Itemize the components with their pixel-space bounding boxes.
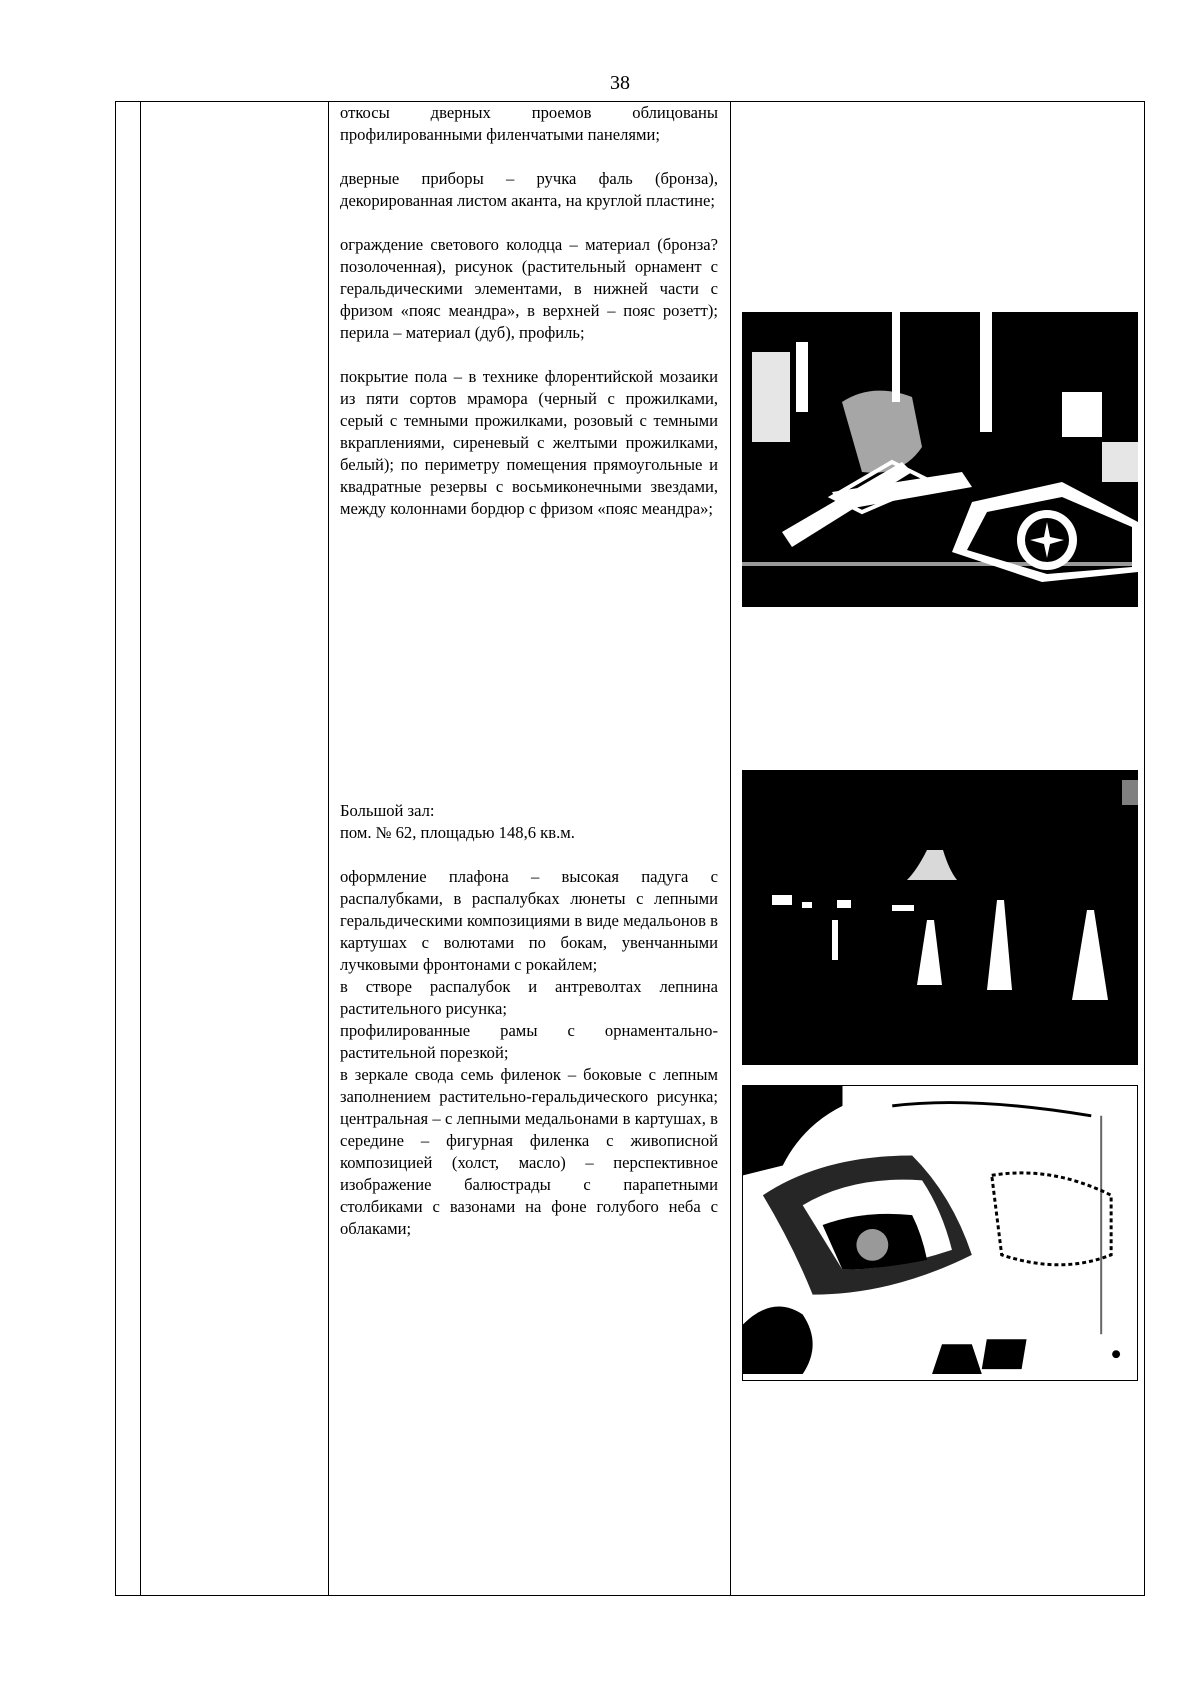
column-divider-2 [328,101,329,1596]
description-great-hall [340,800,718,1240]
text-frames: профилированные рамы с орнаментально-растительной порезкой; [340,1021,718,1062]
text-floor-covering: покрытие пола – в технике флорентийской мозаики из пяти сортов мрамора (черный с прожилками, серый с темными прожилками, розовый с темными вкраплениями, сиреневый с желтыми прожилками, белый); по периметру помещения прямоугольные и квадратные резервы с восьмиконечными звездами, между колоннами бордюр с фризом «пояс меандра»; [340,367,718,518]
page-number: 38 [610,72,630,94]
photo-great-hall [742,770,1138,1065]
photo-ceiling-plafond [742,1085,1138,1381]
text-door-reveals: откосы дверных проемов облицованы профилированными филенчатыми панелями; [340,103,718,144]
photo-floor-mosaic [742,312,1138,607]
column-divider-1 [140,101,141,1596]
text-door-hardware: дверные приборы – ручка фаль (бронза), декорированная листом аканта, на круглой пластине; [340,169,718,210]
description-top [340,102,718,520]
text-stucco: в створе распалубок и антреволтах лепнина растительного рисунка; [340,977,718,1018]
text-vault-panels: в зеркале свода семь филенок – боковые с лепным заполнением растительно-геральдического рисунка; центральная – с лепными медальонами в картушах, в середине – фигурная филенка с живописной композицией (холст, масло) – перспективное изображение балюстрады с парапетными столбиками с вазонами на фоне голубого неба с облаками; [340,1065,718,1238]
text-plafond: оформление плафона – высокая падуга с распалубками, в распалубках люнеты с лепными геральдическими композициями в виде медальонов в картушах с волютами по бокам, увенчанными лучковыми фронтонами с рокайлем; [340,867,718,974]
hall-area: пом. № 62, площадью 148,6 кв.м. [340,823,575,842]
column-divider-3 [730,101,731,1596]
hall-title: Большой зал: [340,801,435,820]
text-lightwell-railing: ограждение светового колодца – материал (бронза? позолоченная), рисунок (растительный орнамент с геральдическими элементами, в нижней части с фризом «пояс меандра», в верхней – пояс розетт); перила – материал (дуб), профиль; [340,235,718,342]
